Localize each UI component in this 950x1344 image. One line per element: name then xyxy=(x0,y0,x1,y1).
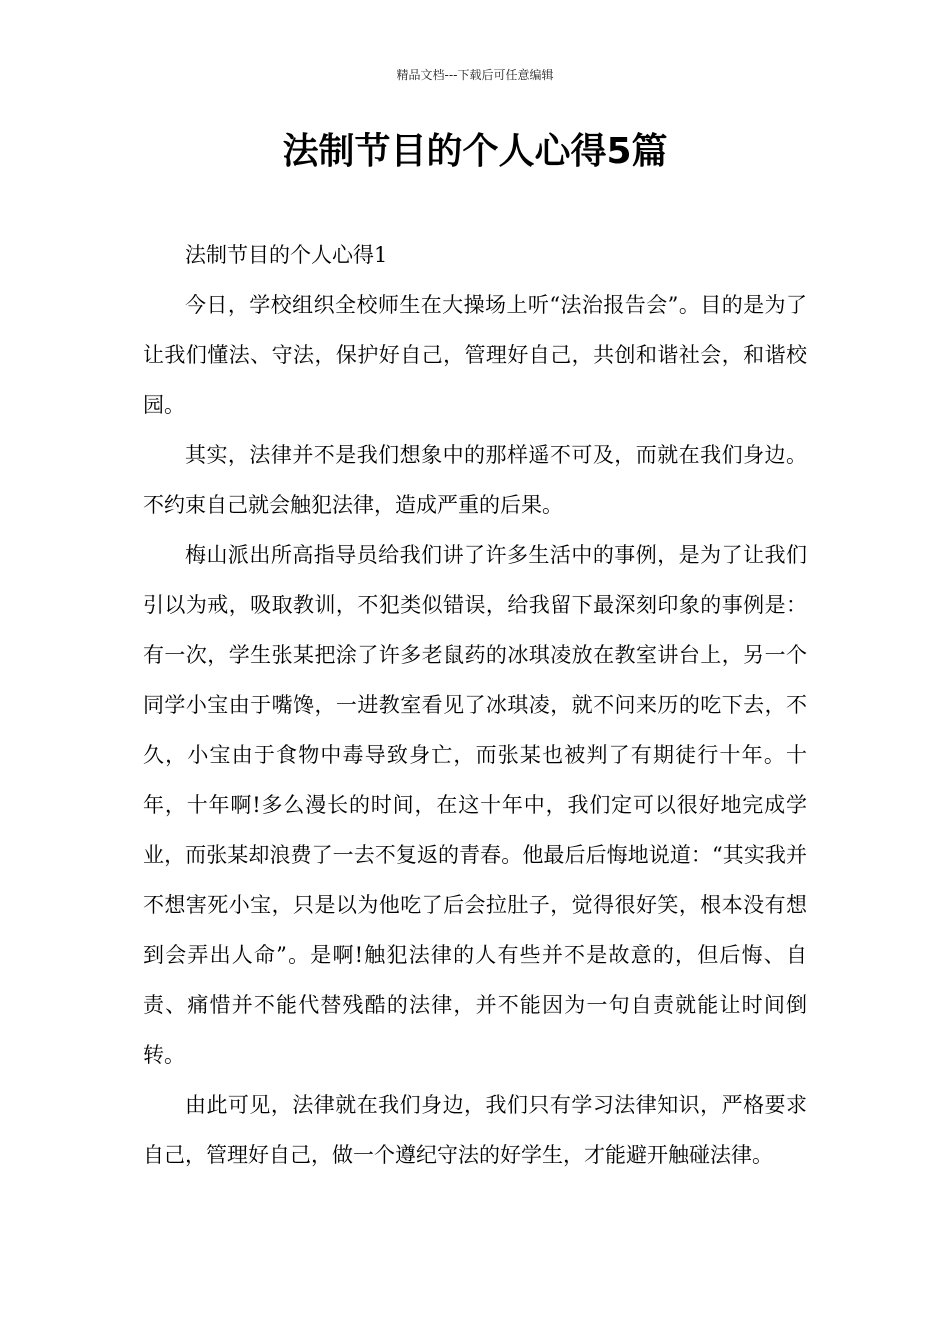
document-body xyxy=(143,230,807,1180)
section-heading: 法制节目的个人心得1 xyxy=(185,243,388,267)
paragraph-1: 今日，学校组织全校师生在大操场上听“法治报告会”。目的是为了让我们懂法、守法，保护好自己，管理好自己，共创和谐社会，和谐校园。 xyxy=(143,293,807,417)
paragraph-4: 由此可见，法律就在我们身边，我们只有学习法律知识，严格要求自己，管理好自己，做一个遵纪守法的好学生，才能避开触碰法律。 xyxy=(143,1093,807,1167)
paragraph-2: 其实，法律并不是我们想象中的那样遥不可及，而就在我们身边。不约束自己就会触犯法律，造成严重的后果。 xyxy=(143,443,807,517)
document-title: 法制节目的个人心得5篇 xyxy=(282,131,668,172)
header-note: 精品文档---下载后可任意编辑 xyxy=(396,68,554,82)
paragraph-3: 梅山派出所高指导员给我们讲了许多生活中的事例，是为了让我们引以为戒，吸取教训，不犯类似错误，给我留下最深刻印象的事例是：有一次，学生张某把涂了许多老鼠药的冰琪凌放在教室讲台上，另一个同学小宝由于嘴馋，一进教室看见了冰琪凌，就不问来历的吃下去，不久，小宝由于食物中毒导致身亡，而张某也被判了有期徒行十年。十年，十年啊!多么漫长的时间，在这十年中，我们定可以很好地完成学业，而张某却浪费了一去不复返的青春。他最后后悔地说道：“其实我并不想害死小宝，只是以为他吃了后会拉肚子，觉得很好笑，根本没有想到会弄出人命”。是啊!触犯法律的人有些并不是故意的，但后悔、自责、痛惜并不能代替残酷的法律，并不能因为一句自责就能让时间倒转。 xyxy=(143,543,807,1067)
